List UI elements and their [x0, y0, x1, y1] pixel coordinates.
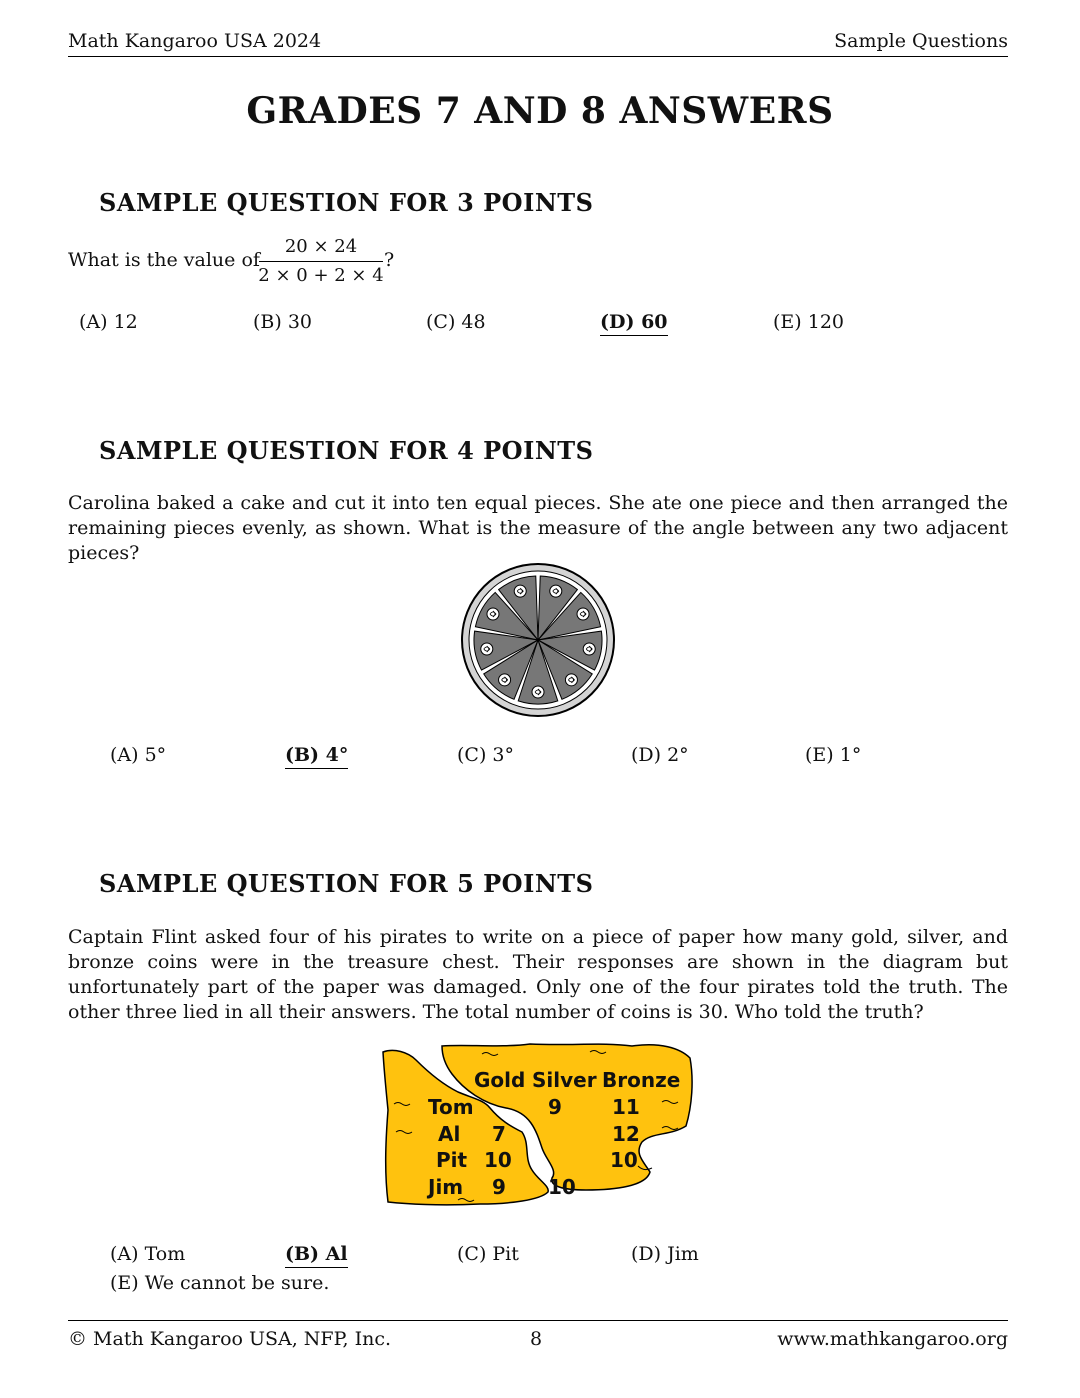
q3-section-title: SAMPLE QUESTION FOR 5 POINTS	[99, 869, 594, 898]
cake-decoration	[499, 674, 511, 686]
q3-option-e[interactable]: (E) We cannot be sure.	[110, 1272, 330, 1294]
q1-option-c[interactable]: (C) 48	[426, 311, 486, 333]
q1-option-e[interactable]: (E) 120	[773, 311, 844, 333]
q2-option-a[interactable]: (A) 5°	[110, 744, 167, 766]
q1-denominator: 2 × 0 + 2 × 4	[258, 265, 384, 286]
header-left: Math Kangaroo USA 2024	[68, 30, 322, 52]
q2-option-d[interactable]: (D) 2°	[631, 744, 689, 766]
q3-option-a[interactable]: (A) Tom	[110, 1243, 186, 1265]
tom-bronze: 11	[612, 1095, 640, 1119]
footer-rule	[68, 1320, 1008, 1321]
pit-bronze: 10	[610, 1148, 638, 1172]
row-name-tom: Tom	[428, 1095, 474, 1119]
footer-copyright: © Math Kangaroo USA, NFP, Inc.	[68, 1328, 392, 1350]
cake-decoration	[487, 608, 499, 620]
cake-decoration	[514, 585, 526, 597]
q1-option-d-correct[interactable]: (D) 60	[600, 311, 668, 336]
al-gold: 7	[492, 1122, 506, 1146]
footer-page-number: 8	[530, 1328, 543, 1350]
q3-option-b-correct[interactable]: (B) Al	[285, 1243, 348, 1268]
row-name-jim: Jim	[428, 1175, 464, 1199]
treasure-paper-figure	[380, 1040, 696, 1210]
row-name-al: Al	[438, 1122, 461, 1146]
header-rule	[68, 56, 1008, 57]
cake-decoration	[532, 686, 544, 698]
cake-decoration	[583, 643, 595, 655]
footer-website[interactable]: www.mathkangaroo.org	[777, 1328, 1008, 1350]
jim-gold: 9	[492, 1175, 506, 1199]
q1-numerator: 20 × 24	[284, 236, 358, 257]
cake-decoration	[577, 608, 589, 620]
q3-option-c[interactable]: (C) Pit	[457, 1243, 519, 1265]
col-header-bronze: Bronze	[602, 1068, 681, 1092]
col-header-gold: Gold	[474, 1068, 526, 1092]
q1-option-a[interactable]: (A) 12	[79, 311, 138, 333]
q3-option-d[interactable]: (D) Jim	[631, 1243, 699, 1265]
header-right: Sample Questions	[834, 30, 1008, 52]
q1-question-mark: ?	[384, 249, 395, 271]
cake-decoration	[550, 585, 562, 597]
page-title: GRADES 7 AND 8 ANSWERS	[246, 90, 834, 132]
q1-prompt: What is the value of	[68, 249, 260, 271]
q1-option-b[interactable]: (B) 30	[253, 311, 313, 333]
q1-fraction-bar	[259, 261, 383, 262]
q2-text: Carolina baked a cake and cut it into ten equal pieces. She ate one piece and then arranged the remaining pieces evenly, as shown. What is the measure of the angle between any two adjacent pieces?	[68, 492, 1008, 564]
row-name-pit: Pit	[436, 1148, 468, 1172]
tom-silver: 9	[548, 1095, 562, 1119]
col-header-silver: Silver	[532, 1068, 597, 1092]
q3-text: Captain Flint asked four of his pirates to write on a piece of paper how many gold, silver, and bronze coins were in the treasure chest. Their responses are shown in the diagram but unfortunately part of the paper was damaged. Only one of the four pirates told the truth. The other three lied in all their answers. The total number of coins is 30. Who told the truth?	[68, 926, 1008, 1023]
q2-option-c[interactable]: (C) 3°	[457, 744, 514, 766]
q2-option-b-correct[interactable]: (B) 4°	[285, 744, 348, 769]
cake-decoration	[565, 674, 577, 686]
al-bronze: 12	[612, 1122, 640, 1146]
cake-figure	[460, 562, 616, 718]
q1-section-title: SAMPLE QUESTION FOR 3 POINTS	[99, 188, 594, 217]
q2-option-e[interactable]: (E) 1°	[805, 744, 862, 766]
jim-silver: 10	[548, 1175, 576, 1199]
pit-gold: 10	[484, 1148, 512, 1172]
cake-decoration	[481, 643, 493, 655]
q2-section-title: SAMPLE QUESTION FOR 4 POINTS	[99, 436, 594, 465]
